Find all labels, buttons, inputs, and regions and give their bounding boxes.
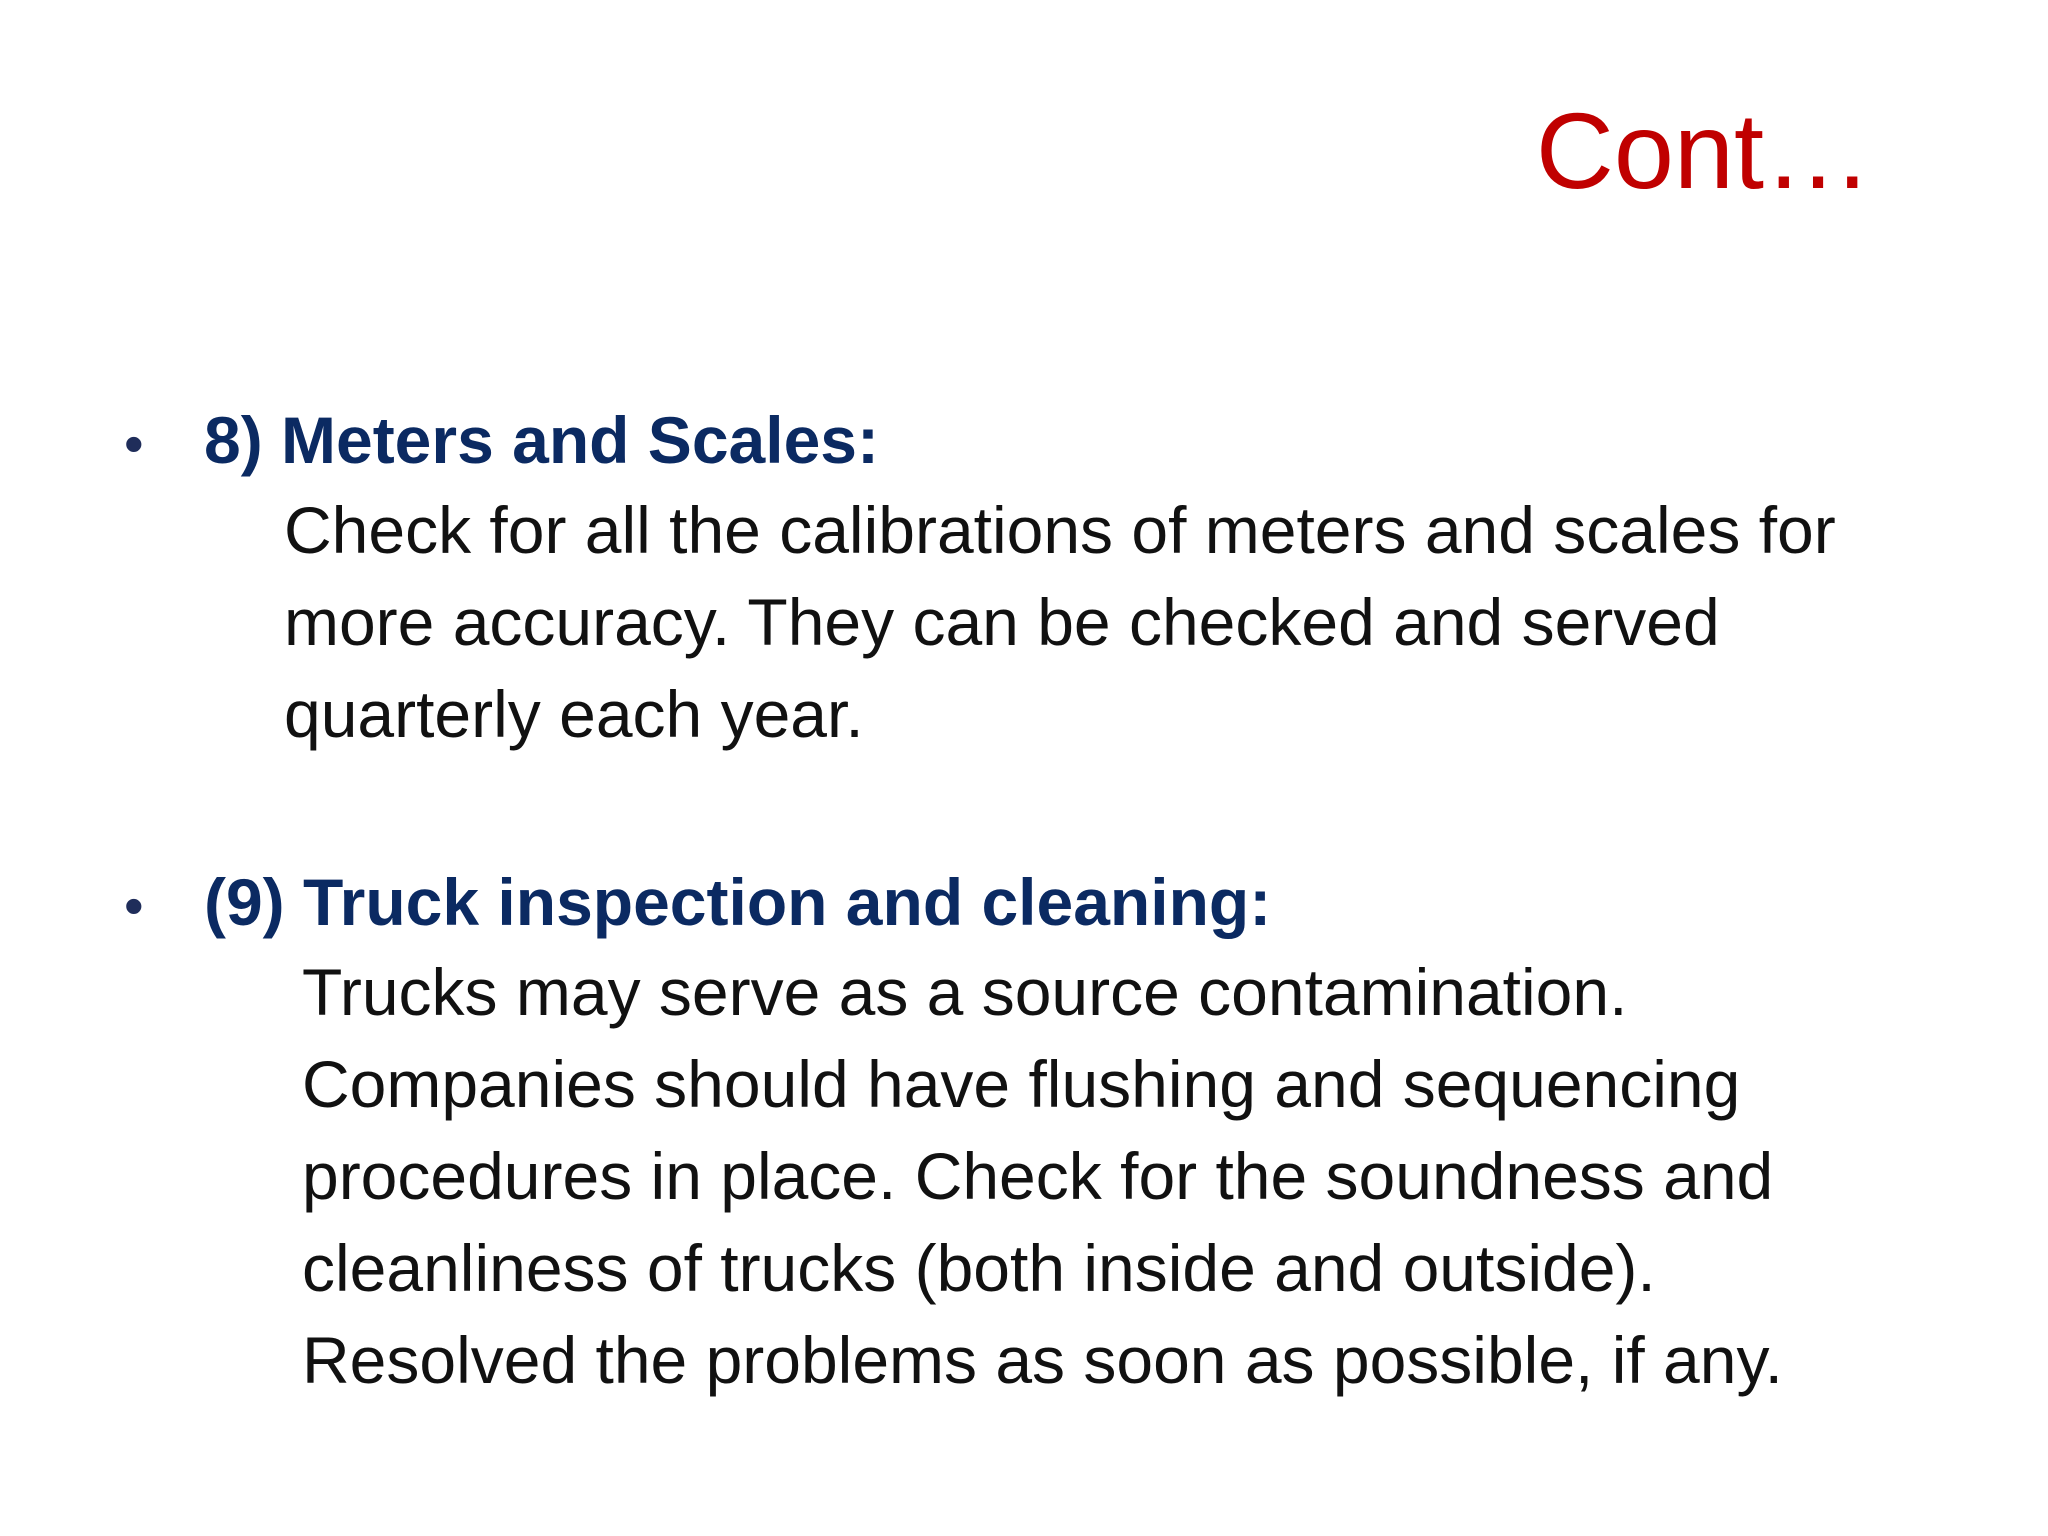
bullet-body-line: Check for all the calibrations of meters and scales for <box>284 492 1836 567</box>
bullet-marker: • <box>124 874 144 937</box>
bullet-body-line: cleanliness of trucks (both inside and outside). <box>302 1230 1656 1305</box>
bullet-body-line: quarterly each year. <box>284 676 864 751</box>
bullet-item-truck-inspection <box>124 860 2004 1406</box>
bullet-body-line: more accuracy. They can be checked and served <box>284 584 1720 659</box>
bullet-heading: (9) Truck inspection and cleaning: <box>204 865 1272 939</box>
bullet-body-line: Trucks may serve as a source contamination. <box>302 954 1628 1029</box>
bullet-heading: 8) Meters and Scales: <box>204 403 879 477</box>
bullet-heading-row <box>124 398 2004 484</box>
bullet-body-line: Resolved the problems as soon as possible, if any. <box>302 1322 1783 1397</box>
bullet-body-line: Companies should have flushing and sequencing <box>302 1046 1741 1121</box>
bullet-item-meters-and-scales <box>124 398 2004 760</box>
bullet-body-line: procedures in place. Check for the soundness and <box>302 1138 1774 1213</box>
bullet-heading-row <box>124 860 2004 946</box>
slide-title: Cont… <box>1535 90 1872 211</box>
bullet-marker: • <box>124 412 144 475</box>
